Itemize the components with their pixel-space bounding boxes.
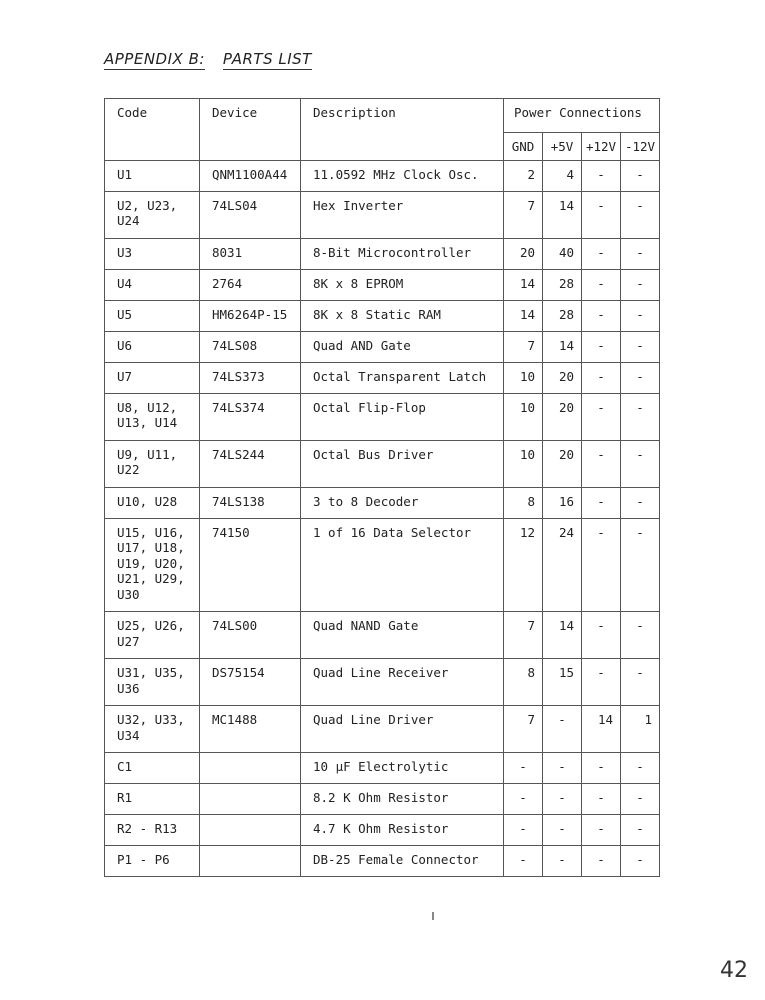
description-cell: Octal Bus Driver — [301, 440, 504, 487]
description-cell: 4.7 K Ohm Resistor — [301, 815, 504, 846]
description-cell: Hex Inverter — [301, 191, 504, 238]
plus12v-cell: - — [582, 612, 621, 659]
col-header-description: Description — [301, 99, 504, 161]
plus5v-cell: - — [543, 815, 582, 846]
minus12v-cell: - — [621, 487, 660, 518]
table-row — [105, 706, 660, 753]
plus12v-cell: - — [582, 160, 621, 191]
table-row — [105, 160, 660, 191]
plus5v-cell: 28 — [543, 300, 582, 331]
code-cell: U6 — [105, 331, 200, 362]
minus12v-cell: - — [621, 362, 660, 393]
plus5v-cell: 20 — [543, 440, 582, 487]
table-row — [105, 784, 660, 815]
device-cell: MC1488 — [200, 706, 301, 753]
table-row — [105, 362, 660, 393]
plus12v-cell: 14 — [582, 706, 621, 753]
device-cell: 74150 — [200, 518, 301, 612]
description-cell: 8-Bit Microcontroller — [301, 238, 504, 269]
gnd-cell: 14 — [504, 269, 543, 300]
parts-list-title: PARTS LIST — [222, 50, 312, 68]
plus5v-cell: 24 — [543, 518, 582, 612]
scan-speck — [432, 912, 434, 920]
plus12v-cell: - — [582, 393, 621, 440]
plus5v-cell: 4 — [543, 160, 582, 191]
plus5v-cell: 20 — [543, 362, 582, 393]
minus12v-cell: - — [621, 612, 660, 659]
code-cell: R1 — [105, 784, 200, 815]
code-cell: R2 - R13 — [105, 815, 200, 846]
table-row — [105, 331, 660, 362]
description-cell: 10 µF Electrolytic — [301, 753, 504, 784]
plus12v-cell: - — [582, 300, 621, 331]
device-cell: 74LS244 — [200, 440, 301, 487]
code-cell: U1 — [105, 160, 200, 191]
plus5v-cell: 14 — [543, 331, 582, 362]
plus5v-cell: - — [543, 753, 582, 784]
appendix-heading — [104, 50, 312, 68]
minus12v-cell: - — [621, 331, 660, 362]
gnd-cell: - — [504, 753, 543, 784]
gnd-cell: 7 — [504, 191, 543, 238]
code-cell: U8, U12, U13, U14 — [105, 393, 200, 440]
minus12v-cell: - — [621, 238, 660, 269]
col-header-device: Device — [200, 99, 301, 161]
table-row — [105, 238, 660, 269]
plus12v-cell: - — [582, 487, 621, 518]
minus12v-cell: - — [621, 753, 660, 784]
description-cell: 11.0592 MHz Clock Osc. — [301, 160, 504, 191]
col-header-minus12v: -12V — [621, 133, 660, 161]
minus12v-cell: - — [621, 269, 660, 300]
device-cell: 74LS373 — [200, 362, 301, 393]
table-row — [105, 440, 660, 487]
device-cell: 74LS00 — [200, 612, 301, 659]
plus5v-cell: 20 — [543, 393, 582, 440]
gnd-cell: 10 — [504, 362, 543, 393]
plus5v-cell: 15 — [543, 659, 582, 706]
plus5v-cell: - — [543, 706, 582, 753]
device-cell: 74LS138 — [200, 487, 301, 518]
gnd-cell: - — [504, 846, 543, 877]
gnd-cell: 20 — [504, 238, 543, 269]
code-cell: U9, U11, U22 — [105, 440, 200, 487]
description-cell: DB-25 Female Connector — [301, 846, 504, 877]
description-cell: Quad AND Gate — [301, 331, 504, 362]
table-row — [105, 659, 660, 706]
table-row — [105, 300, 660, 331]
description-cell: 8K x 8 Static RAM — [301, 300, 504, 331]
col-header-code: Code — [105, 99, 200, 161]
table-row — [105, 191, 660, 238]
code-cell: U4 — [105, 269, 200, 300]
table-row — [105, 753, 660, 784]
plus12v-cell: - — [582, 191, 621, 238]
code-cell: U5 — [105, 300, 200, 331]
description-cell: 1 of 16 Data Selector — [301, 518, 504, 612]
gnd-cell: 10 — [504, 393, 543, 440]
gnd-cell: 7 — [504, 331, 543, 362]
device-cell — [200, 846, 301, 877]
description-cell: Quad Line Receiver — [301, 659, 504, 706]
gnd-cell: - — [504, 784, 543, 815]
description-cell: Quad NAND Gate — [301, 612, 504, 659]
device-cell: 8031 — [200, 238, 301, 269]
plus12v-cell: - — [582, 331, 621, 362]
table-row — [105, 518, 660, 612]
page-number: 42 — [720, 958, 748, 983]
code-cell: U25, U26, U27 — [105, 612, 200, 659]
plus5v-cell: - — [543, 846, 582, 877]
gnd-cell: 8 — [504, 487, 543, 518]
gnd-cell: 8 — [504, 659, 543, 706]
plus5v-cell: 14 — [543, 612, 582, 659]
device-cell: 2764 — [200, 269, 301, 300]
plus12v-cell: - — [582, 815, 621, 846]
device-cell — [200, 815, 301, 846]
minus12v-cell: 1 — [621, 706, 660, 753]
code-cell: U7 — [105, 362, 200, 393]
code-cell: P1 - P6 — [105, 846, 200, 877]
device-cell: DS75154 — [200, 659, 301, 706]
plus5v-cell: 28 — [543, 269, 582, 300]
plus5v-cell: 40 — [543, 238, 582, 269]
plus12v-cell: - — [582, 362, 621, 393]
plus12v-cell: - — [582, 238, 621, 269]
plus12v-cell: - — [582, 659, 621, 706]
plus12v-cell: - — [582, 269, 621, 300]
minus12v-cell: - — [621, 815, 660, 846]
table-row — [105, 269, 660, 300]
table-row — [105, 846, 660, 877]
gnd-cell: 2 — [504, 160, 543, 191]
minus12v-cell: - — [621, 300, 660, 331]
gnd-cell: 14 — [504, 300, 543, 331]
table-row — [105, 612, 660, 659]
code-cell: C1 — [105, 753, 200, 784]
table-row — [105, 487, 660, 518]
description-cell: Octal Transparent Latch — [301, 362, 504, 393]
device-cell — [200, 784, 301, 815]
gnd-cell: - — [504, 815, 543, 846]
description-cell: Octal Flip-Flop — [301, 393, 504, 440]
device-cell: HM6264P-15 — [200, 300, 301, 331]
description-cell: 8K x 8 EPROM — [301, 269, 504, 300]
gnd-cell: 7 — [504, 612, 543, 659]
plus12v-cell: - — [582, 846, 621, 877]
gnd-cell: 7 — [504, 706, 543, 753]
col-header-plus12v: +12V — [582, 133, 621, 161]
plus5v-cell: - — [543, 784, 582, 815]
minus12v-cell: - — [621, 518, 660, 612]
code-cell: U3 — [105, 238, 200, 269]
minus12v-cell: - — [621, 784, 660, 815]
minus12v-cell: - — [621, 659, 660, 706]
plus12v-cell: - — [582, 440, 621, 487]
col-header-plus5v: +5V — [543, 133, 582, 161]
plus12v-cell: - — [582, 784, 621, 815]
code-cell: U10, U28 — [105, 487, 200, 518]
device-cell: QNM1100A44 — [200, 160, 301, 191]
header-row — [105, 99, 660, 133]
code-cell: U2, U23, U24 — [105, 191, 200, 238]
table-row — [105, 815, 660, 846]
code-cell: U31, U35, U36 — [105, 659, 200, 706]
parts-list-table — [104, 98, 660, 877]
table-row — [105, 393, 660, 440]
plus5v-cell: 14 — [543, 191, 582, 238]
code-cell: U32, U33, U34 — [105, 706, 200, 753]
minus12v-cell: - — [621, 191, 660, 238]
device-cell: 74LS04 — [200, 191, 301, 238]
col-header-power: Power Connections — [504, 99, 660, 133]
plus5v-cell: 16 — [543, 487, 582, 518]
appendix-label: APPENDIX B: — [104, 50, 205, 68]
description-cell: Quad Line Driver — [301, 706, 504, 753]
device-cell — [200, 753, 301, 784]
description-cell: 8.2 K Ohm Resistor — [301, 784, 504, 815]
minus12v-cell: - — [621, 440, 660, 487]
minus12v-cell: - — [621, 393, 660, 440]
minus12v-cell: - — [621, 846, 660, 877]
gnd-cell: 10 — [504, 440, 543, 487]
gnd-cell: 12 — [504, 518, 543, 612]
plus12v-cell: - — [582, 753, 621, 784]
col-header-gnd: GND — [504, 133, 543, 161]
minus12v-cell: - — [621, 160, 660, 191]
code-cell: U15, U16, U17, U18, U19, U20, U21, U29, U30 — [105, 518, 200, 612]
device-cell: 74LS374 — [200, 393, 301, 440]
description-cell: 3 to 8 Decoder — [301, 487, 504, 518]
device-cell: 74LS08 — [200, 331, 301, 362]
plus12v-cell: - — [582, 518, 621, 612]
